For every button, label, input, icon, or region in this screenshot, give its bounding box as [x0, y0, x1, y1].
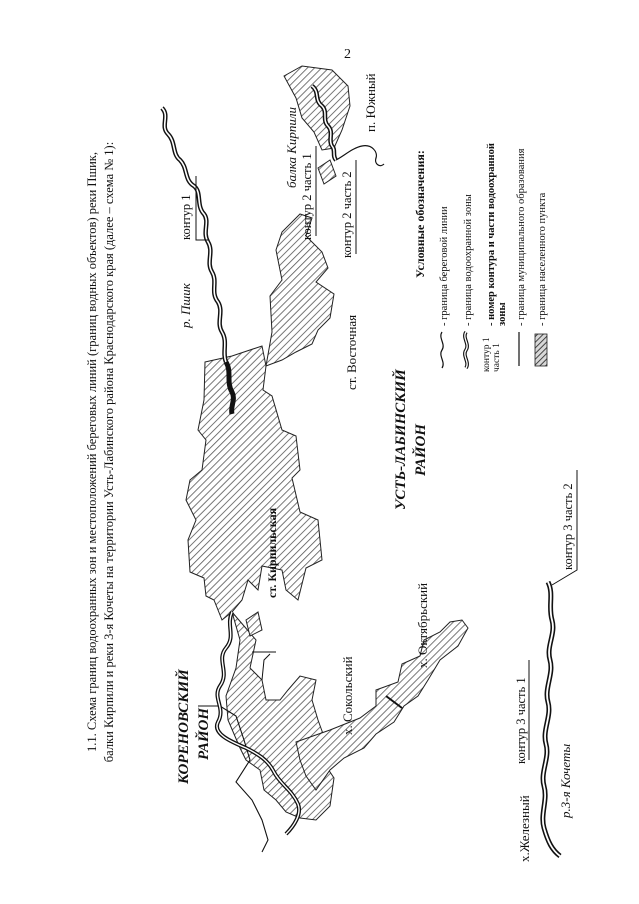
legend-title: Условные обозначения:	[413, 150, 427, 278]
settlement-sokolsky-label: х. Сокольский	[340, 656, 355, 735]
page-number: 2	[344, 47, 351, 62]
legend-label-municipal-boundary: - граница муниципального образования	[516, 148, 527, 326]
settlement-area-sokolsky	[296, 620, 468, 790]
river-pshik-zone	[162, 108, 226, 362]
legend-symbol-contour-text-1: контур 1	[482, 337, 492, 372]
heading-line-1: 1.1. Схема границ водоохранных зон и местоположений береговых линий (границ водных объектов) реки Пшик,	[85, 152, 99, 752]
settlement-oktyabrsky-label: х. Октябрьский	[415, 582, 430, 668]
legend-symbol-contour-text-2: часть 1	[492, 343, 502, 372]
legend-label-protection-zone: - граница водоохранной зоны	[463, 194, 474, 326]
settlement-yuzhny-label: п. Южный	[363, 73, 378, 132]
municipal-boundary-2	[262, 654, 270, 680]
legend-label-contour-number: - номер контура и части водоохранной	[486, 143, 497, 326]
contour-2-part-2-callout	[340, 160, 356, 258]
contour-3-part-2-label: контур 3 часть 2	[561, 483, 575, 570]
settlement-vostochnaya-label: ст. Восточная	[344, 314, 359, 390]
contour-1-label: контур 1	[179, 194, 193, 240]
legend-symbol-wavy-line	[441, 332, 443, 368]
settlement-zhelezny-label: х.Железный	[517, 795, 532, 862]
legend-symbol-hatched-box	[535, 334, 547, 366]
district-korenovsky-line-1: КОРЕНОВСКИЙ	[176, 669, 192, 784]
balka-kirpili-tail	[336, 146, 384, 166]
settlement-kirpilskaya-label: ст. Кирпильская	[265, 507, 279, 598]
river-pshik-label: р. Пшик	[178, 283, 193, 328]
district-ust-labinsky-line-1: УСТЬ-ЛАБИНСКИЙ	[393, 369, 409, 510]
settlement-area-small-2	[318, 160, 336, 184]
settlement-area-kirpilskaya	[186, 346, 322, 620]
contour-2-part-1-callout	[300, 146, 316, 240]
heading-line-2: балки Кирпили и реки 3-я Кочеты на территории Усть-Лабинского района Краснодарского края (далее – схема № 1):	[102, 141, 116, 763]
contour-2-part-1-label: контур 2 часть 1	[300, 153, 314, 240]
contour-3-part-1-label: контур 3 часть 1	[514, 677, 528, 764]
district-korenovsky-line-2: РАЙОН	[196, 707, 212, 760]
contour-3-part-1-callout	[514, 660, 529, 764]
balka-kirpili-label: балка Кирпили	[284, 106, 299, 188]
district-ust-labinsky-line-2: РАЙОН	[413, 423, 429, 476]
legend-label-contour-number-2: зоны	[497, 302, 508, 326]
contour-3-part-2-callout	[552, 470, 577, 585]
map-heading	[85, 142, 116, 762]
contour-2-part-2-label: контур 2 часть 2	[340, 171, 354, 258]
legend-label-shoreline: - граница береговой линии	[439, 206, 450, 326]
legend-label-settlement-boundary: - граница населенного пункта	[537, 192, 548, 326]
map-legend	[413, 143, 548, 372]
river-kochety-label: р.3-я Кочеты	[558, 743, 573, 818]
